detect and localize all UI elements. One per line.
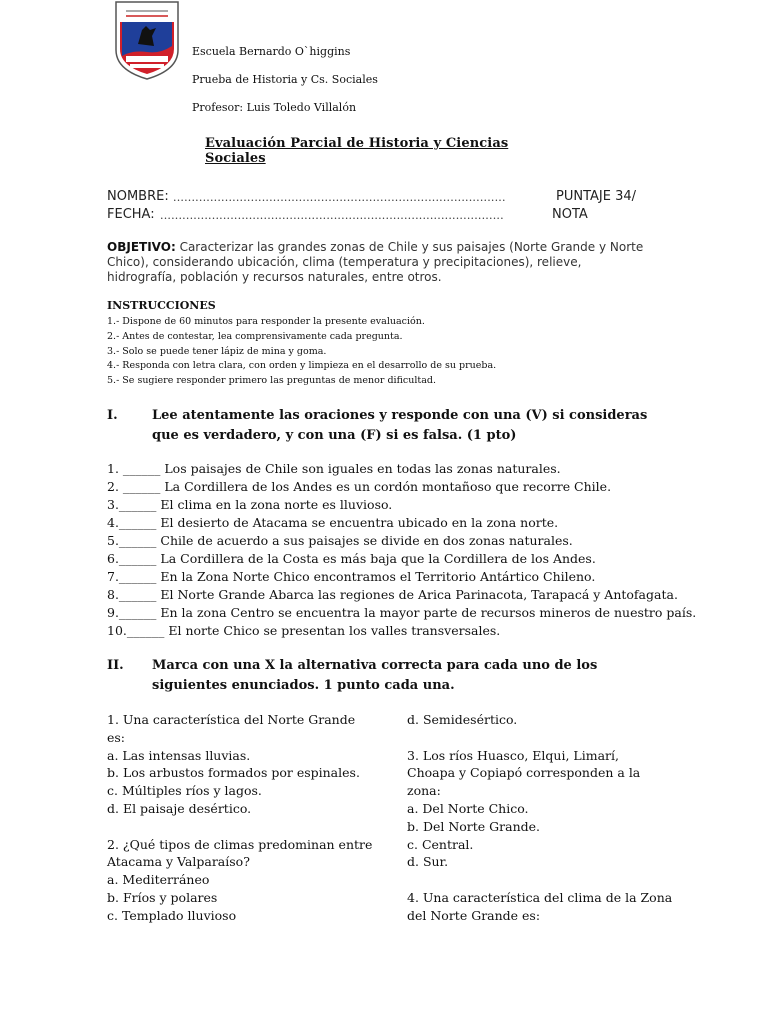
- option[interactable]: c. Central.: [407, 836, 474, 852]
- test-name: Prueba de Historia y Cs. Sociales: [192, 73, 378, 86]
- option[interactable]: a. Mediterráneo: [107, 872, 210, 888]
- option[interactable]: a. Del Norte Chico.: [407, 800, 529, 816]
- page-title: Evaluación Parcial de Historia y Ciencias Sociales: [205, 136, 509, 166]
- tf-item: 4.______ El desierto de Atacama se encuentra ubicado en la zona norte.: [107, 515, 559, 530]
- question-3-stem: 3. Los ríos Huasco, Elqui, Limarí,: [407, 747, 619, 763]
- objective-label: OBJETIVO:: [107, 240, 176, 254]
- tf-item: 6.______ La Cordillera de la Costa es más baja que la Cordillera de los Andes.: [107, 551, 596, 566]
- name-line[interactable]: ..........................................................................................: [173, 191, 506, 204]
- section-2-heading: Marca con una X la alternativa correcta para cada uno de los siguientes enunciados. 1 punto cada una.: [152, 658, 598, 693]
- question-4-stem: 4. Una característica del clima de la Zona: [407, 889, 673, 905]
- tf-item: 10.______ El norte Chico se presentan los valles transversales.: [107, 623, 501, 638]
- right-column: [407, 711, 707, 925]
- tf-item: 9.______ En la zona Centro se encuentra la mayor parte de recursos mineros de nuestro país.: [107, 605, 697, 620]
- instruction-item: 1.- Dispone de 60 minutos para responder la presente evaluación.: [107, 316, 425, 327]
- option[interactable]: a. Las intensas lluvias.: [107, 747, 251, 763]
- objective-text: Caracterizar las grandes zonas de Chile y sus paisajes (Norte Grande y Norte Chico), considerando ubicación, clima (temperatura y precipitaciones), relieve, hidrografía, población y recursos naturales, entre otros.: [107, 240, 644, 284]
- score-label: PUNTAJE 34/: [556, 189, 637, 204]
- tf-item: 8.______ El Norte Grande Abarca las regiones de Arica Parinacota, Tarapacá y Antofagata.: [107, 587, 678, 602]
- option[interactable]: d. El paisaje desértico.: [107, 800, 252, 816]
- section-2-number: II.: [107, 658, 124, 673]
- teacher-name: Profesor: Luis Toledo Villalón: [192, 101, 357, 114]
- tf-item: 1. ______ Los paisajes de Chile son iguales en todas las zonas naturales.: [107, 461, 561, 476]
- name-label: NOMBRE:: [107, 189, 169, 204]
- instruction-item: 3.- Solo se puede tener lápiz de mina y goma.: [107, 346, 327, 357]
- option[interactable]: c. Templado lluvioso: [107, 907, 237, 923]
- option[interactable]: d. Sur.: [407, 854, 449, 870]
- date-label: FECHA:: [107, 207, 155, 222]
- instruction-item: 2.- Antes de contestar, lea comprensivamente cada pregunta.: [107, 331, 403, 342]
- instructions-title: INSTRUCCIONES: [107, 299, 216, 312]
- grade-label: NOTA: [552, 207, 588, 222]
- question-1-stem: 1. Una característica del Norte Grande: [107, 712, 356, 727]
- option[interactable]: c. Múltiples ríos y lagos.: [107, 783, 262, 799]
- objective: [107, 240, 652, 285]
- school-logo: [112, 0, 182, 80]
- question-3-stem: Choapa y Copiapó corresponden a la: [407, 765, 641, 781]
- question-4-stem: del Norte Grande es:: [407, 907, 541, 923]
- question-1-stem: es:: [107, 729, 126, 745]
- school-name: Escuela Bernardo O`higgins: [192, 45, 351, 58]
- left-column: [107, 711, 387, 925]
- question-2-stem: Atacama y Valparaíso?: [107, 854, 250, 870]
- option[interactable]: b. Fríos y polares: [107, 889, 218, 905]
- instruction-item: 4.- Responda con letra clara, con orden y limpieza en el desarrollo de su prueba.: [107, 360, 497, 371]
- instruction-item: 5.- Se sugiere responder primero las preguntas de menor dificultad.: [107, 375, 436, 386]
- tf-item: 2. ______ La Cordillera de los Andes es un cordón montañoso que recorre Chile.: [107, 479, 612, 494]
- option[interactable]: d. Semidesértico.: [407, 712, 518, 727]
- tf-item: 3.______ El clima en la zona norte es lluvioso.: [107, 497, 393, 512]
- tf-item: 5.______ Chile de acuerdo a sus paisajes se divide en dos zonas naturales.: [107, 533, 573, 548]
- section-1-number: I.: [107, 408, 118, 423]
- date-line[interactable]: .............................................................................................: [160, 209, 504, 222]
- question-2-stem: 2. ¿Qué tipos de climas predominan entre: [107, 836, 373, 852]
- option[interactable]: b. Los arbustos formados por espinales.: [107, 765, 360, 781]
- option[interactable]: b. Del Norte Grande.: [407, 818, 541, 834]
- section-1-heading: Lee atentamente las oraciones y responde con una (V) si consideras que es verdadero, y con una (F) si es falsa. (1 pto): [152, 408, 648, 443]
- tf-item: 7.______ En la Zona Norte Chico encontramos el Territorio Antártico Chileno.: [107, 569, 596, 584]
- question-3-stem: zona:: [407, 783, 441, 799]
